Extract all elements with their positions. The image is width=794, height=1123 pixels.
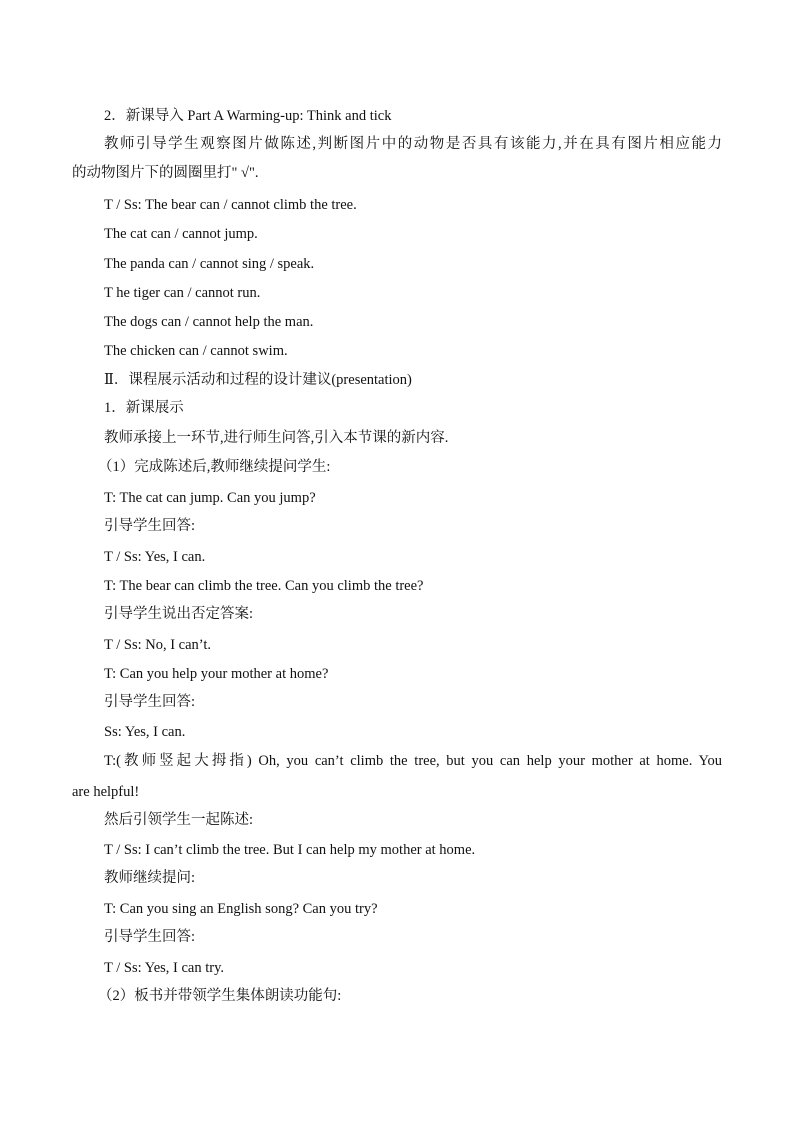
text-line: 教师继续提问: — [104, 870, 196, 886]
text-line: T: The cat can jump. Can you jump? — [104, 490, 316, 506]
text-line: The panda can / cannot sing / speak. — [104, 256, 315, 272]
text-line: T / Ss: Yes, I can try. — [104, 960, 225, 976]
text-line: 的动物图片下的圆圈里打" √". — [72, 165, 259, 181]
text-line: 引导学生说出否定答案: — [104, 606, 254, 622]
text-line: （2）板书并带领学生集体朗读功能句: — [98, 988, 342, 1004]
text-line: 2．新课导入 Part A Warming-up: Think and tick — [104, 108, 392, 124]
text-line: （1）完成陈述后,教师继续提问学生: — [98, 459, 331, 475]
text-line: Ss: Yes, I can. — [104, 724, 186, 740]
text-line: The chicken can / cannot swim. — [104, 343, 288, 359]
text-line: T / Ss: I can’t climb the tree. But I can help my mother at home. — [104, 842, 476, 858]
text-line: T / Ss: Yes, I can. — [104, 549, 206, 565]
text-line: 引导学生回答: — [104, 518, 196, 534]
text-line: 教师承接上一环节,进行师生问答,引入本节课的新内容. — [104, 430, 449, 446]
text-line: The dogs can / cannot help the man. — [104, 314, 314, 330]
text-line: are helpful! — [72, 784, 140, 800]
text-line: 引导学生回答: — [104, 929, 196, 945]
text-line: T: Can you sing an English song? Can you try? — [104, 901, 378, 917]
text-line: The cat can / cannot jump. — [104, 226, 258, 242]
text-line: 引导学生回答: — [104, 694, 196, 710]
text-line: T / Ss: The bear can / cannot climb the tree. — [104, 197, 357, 213]
text-line: T: Can you help your mother at home? — [104, 666, 329, 682]
subsection-heading: 1．新课展示 — [104, 400, 184, 416]
text-line: 教师引导学生观察图片做陈述,判断图片中的动物是否具有该能力,并在具有图片相应能力 — [104, 136, 722, 152]
text-line: T: The bear can climb the tree. Can you climb the tree? — [104, 578, 424, 594]
section-heading: Ⅱ．课程展示活动和过程的设计建议(presentation) — [104, 372, 412, 388]
text-line: 然后引领学生一起陈述: — [104, 812, 254, 828]
text-line: T he tiger can / cannot run. — [104, 285, 261, 301]
text-line: T / Ss: No, I can’t. — [104, 637, 212, 653]
text-line: T:(教师竖起大拇指) Oh, you can’t climb the tree, but you can help your mother at home. You — [104, 753, 722, 769]
